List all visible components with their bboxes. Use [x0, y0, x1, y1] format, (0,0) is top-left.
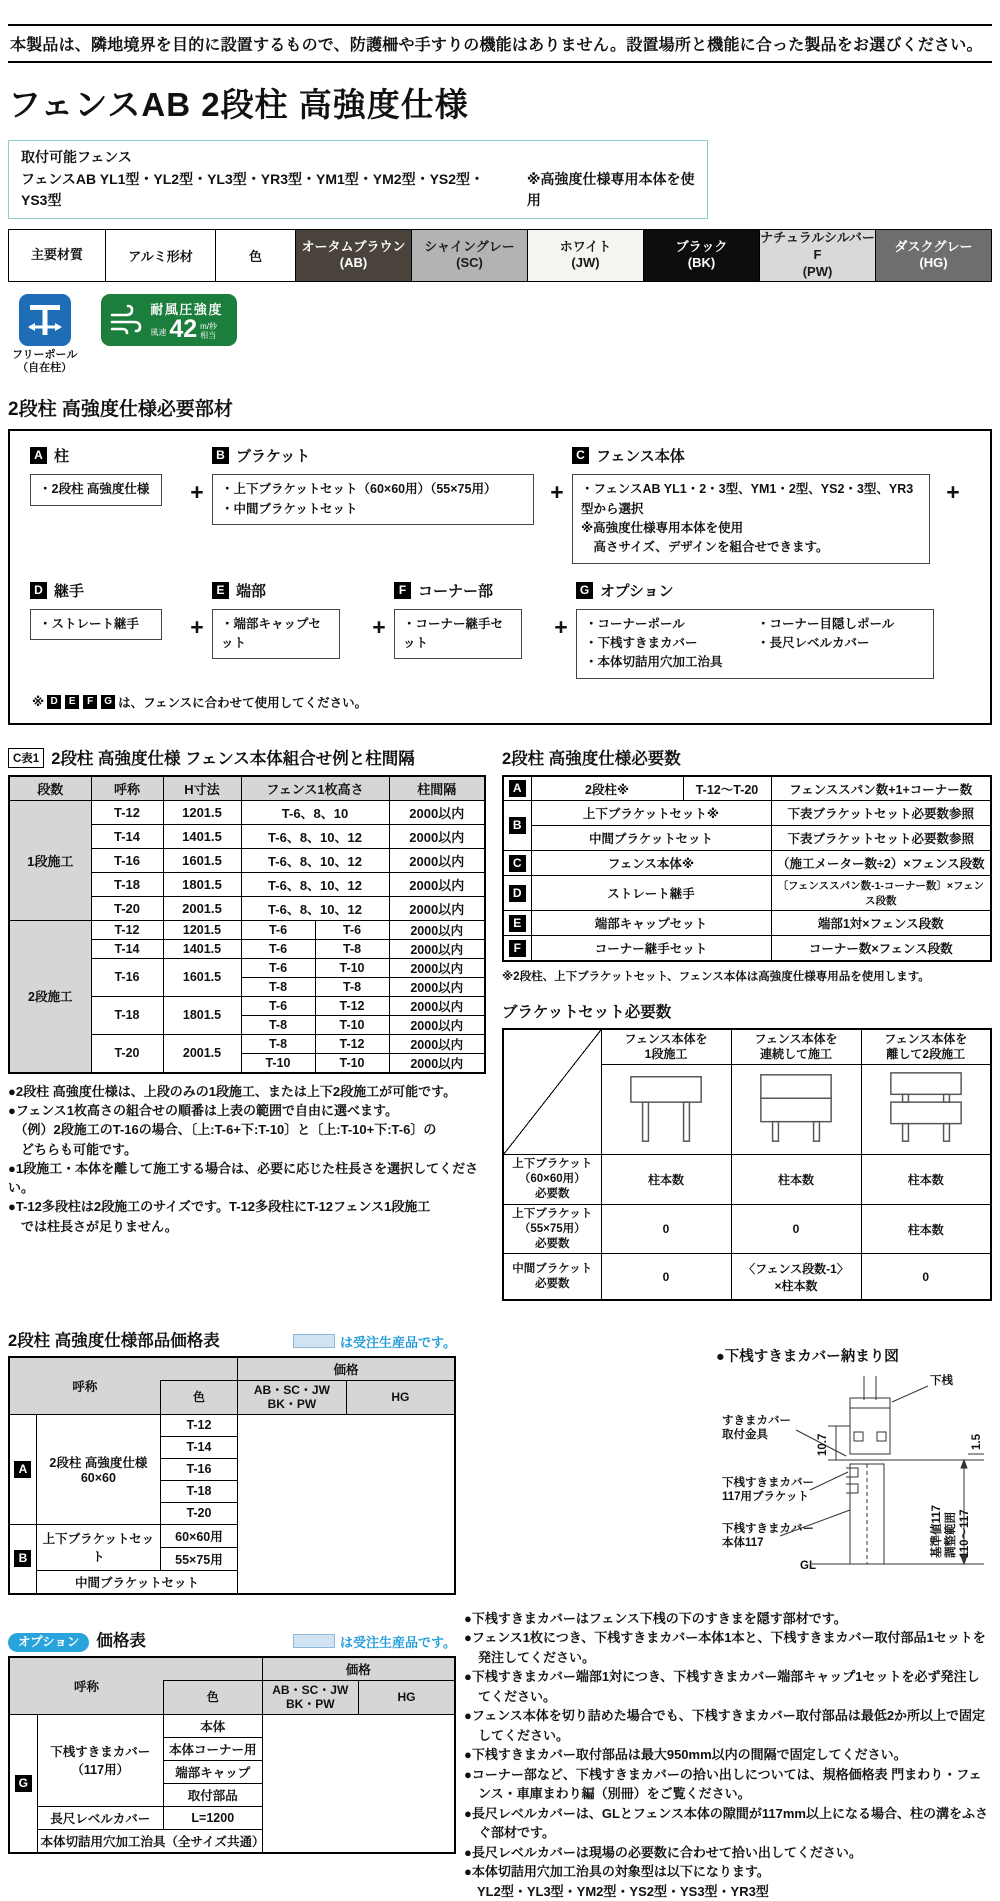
feature-icons [12, 294, 992, 377]
table-row: T-18 [9, 1480, 455, 1502]
part-f-badge: F [394, 582, 411, 599]
table-row: T-20 [9, 1502, 455, 1524]
part-a-badge: A [30, 447, 47, 464]
table-row: 上下ブラケット （55×75用） 必要数 0 0 柱本数 [503, 1204, 991, 1254]
compatible-fences-box [8, 140, 708, 219]
svg-text:基準値117: 基準値117 [931, 1504, 943, 1558]
table-row: A 2段柱※ T-12～T-20 フェンススパン数+1+コーナー数 [503, 776, 991, 801]
combo-table: 段数 呼称 H寸法 フェンス1枚高さ 柱間隔 1段施工 T-12 1201.5 T-6、8、10 2000以内 T-14 1401.5 T-6、8、10、12 2000以内 T-16 1601.5 T-6、8、10、12 2000以内 T-18 1801.5 T-6、8、10、12 2000以内 T-20 2001.5 T-6、8、10、12 2000以内 2段施工 T-12 1201.5 T-6 T-6 2000以内 T-14 1401.5 T-6 T-8 2000以内 T-16 1601.5 T-6 T-10 2000以内 T-8 T-8 2000以内 T-18 1801.5 T-6 T-12 2000以内 T-8 T-10 2000以内 T-20 2001.5 T-8 T-12 2000以内 T-10 T-10 2000以内 [8, 775, 486, 1074]
legend-swatch [293, 1634, 335, 1648]
part-b-badge: B [212, 447, 229, 464]
table-row: T-10 T-10 2000以内 [9, 1053, 485, 1073]
qty-table-note: ※2段柱、上下ブラケットセット、フェンス本体は高強度仕様専用品を使用します。 [502, 970, 930, 983]
svg-text:10.7: 10.7 [817, 1433, 829, 1456]
part-g-options: G オプション ・コーナーポール ・下桟すきまカバー ・本体切詰用穴加工治具 ・コーナー目隠しポール ・長尺レベルカバー [576, 580, 942, 679]
table-tag: C表1 [8, 748, 44, 768]
table-row: T-14 1401.5 T-6、8、10、12 2000以内 [9, 824, 485, 848]
table-row: 中間ブラケットセット [9, 1570, 455, 1594]
color-header: 色 [216, 230, 296, 282]
table-row: B 上下ブラケットセット 60×60用 [9, 1524, 455, 1547]
svg-text:110～117: 110～117 [959, 1509, 971, 1558]
table-row: T-16 [9, 1458, 455, 1480]
price-table-heading: 2段柱 高強度仕様部品価格表 [8, 1331, 220, 1350]
color-swatch-sc: シャイングレー (SC) [412, 230, 528, 282]
table-row: T-18 1801.5 T-6、8、10、12 2000以内 [9, 872, 485, 896]
plus-sign: + [190, 479, 204, 506]
table-row: 本体コーナー用 [9, 1737, 455, 1760]
table-row: 中間ブラケット 必要数 0 〈フェンス段数-1〉 ×柱本数 0 [503, 1254, 991, 1300]
fence-separated-diagram [861, 1064, 991, 1154]
bracket-table-heading: ブラケットセット必要数 [502, 1003, 672, 1021]
svg-text:取付金具: 取付金具 [722, 1428, 768, 1441]
part-e-end: E 端部 ・端部キャップセット [212, 580, 364, 660]
part-g-badge: G [576, 582, 593, 599]
catalog-page [0, 24, 1000, 1901]
part-d-badge: D [30, 582, 47, 599]
freepole-feature: フリーポール （自在柱） [12, 294, 77, 377]
made-to-order-legend: は受注生産品です。 [293, 1632, 456, 1651]
table-row: T-18 1801.5 T-6 T-12 2000以内 [9, 996, 485, 1015]
table-row: 端部キャップ [9, 1760, 455, 1783]
table-row: E 端部キャップセット 端部1対×フェンス段数 [503, 911, 991, 936]
compatible-label: 取付可能フェンス [21, 149, 132, 165]
option-price-table: 呼称 価格 色 AB・SC・JW BK・PW HG G 下桟すきまカバー （117用） 本体 本体コーナー用 端部キャップ 取付部品 長尺レベルカバー L=1200 本体切詰用穴加工治具（全サイズ共通） [8, 1656, 456, 1854]
table-row: F コーナー継手セット コーナー数×フェンス段数 [503, 936, 991, 961]
fence-continuous-diagram [731, 1064, 861, 1154]
table-row: G 下桟すきまカバー （117用） 本体 [9, 1714, 455, 1737]
color-swatch-hg: ダスクグレー (HG) [876, 230, 992, 282]
materials-color-table [8, 229, 992, 282]
part-b-bracket: B ブラケット ・上下ブラケットセット（60×60用）（55×75用） ・中間ブラケットセット [212, 445, 542, 525]
compatible-models: フェンスAB YL1型・YL2型・YL3型・YR3型・YM1型・YM2型・YS2型・YS3型 [21, 170, 485, 209]
fence-single-tier-diagram [601, 1064, 731, 1154]
svg-text:1.5: 1.5 [971, 1433, 983, 1450]
plus-sign: + [946, 479, 960, 506]
table-row: 取付部品 [9, 1783, 455, 1806]
qty-table [502, 775, 992, 962]
svg-text:すきまカバー: すきまカバー [722, 1414, 791, 1427]
part-c-fence-body: C フェンス本体 ・フェンスAB YL1・2・3型、YM1・2型、YS2・3型、YR3型から選択 ※高強度仕様専用本体を使用 高さサイズ、デザインを組合せできます。 [572, 445, 938, 564]
part-e-badge: E [212, 582, 229, 599]
table-row: A 2段柱 高強度仕様 60×60 T-12 [9, 1414, 455, 1436]
price-values-blank [238, 1414, 455, 1594]
table-row: T-16 1601.5 T-6、8、10、12 2000以内 [9, 848, 485, 872]
materials-value: アルミ形材 [106, 230, 216, 282]
bracket-table: フェンス本体を 1段施工 フェンス本体を 連続して施工 フェンス本体を 離して2段施工 上下ブラケット （60×60用） 必要数 柱本数 柱本数 柱本数 上下ブラケット （55×75用） 必要数 0 0 柱本数 中間ブラケット 必要数 0 〈フェンス段数-1〉 ×柱本数 0 [502, 1028, 992, 1301]
parts-price-table: 呼称 価格 色 AB・SC・JW BK・PW HG A 2段柱 高強度仕様 60×60 T-12 T-14 T-16 T-18 T-20 B 上下ブラケットセット 60×60用 55×75用 中間ブラケットセット [8, 1356, 456, 1595]
svg-text:調整範囲: 調整範囲 [945, 1511, 957, 1558]
plus-sign: + [550, 479, 564, 506]
color-swatch-pw: ナチュラルシルバーF (PW) [760, 230, 876, 282]
table-row: C フェンス本体※ （施工メーター数÷2）×フェンス段数 [503, 851, 991, 876]
table-row: D ストレート継手 〔フェンススパン数-1-コーナー数〕×フェンス段数 [503, 876, 991, 911]
diagram-title: ●下桟すきまカバー納まり図 [716, 1348, 899, 1365]
table-row: T-20 2001.5 T-6、8、10、12 2000以内 [9, 896, 485, 920]
table-row: 上下ブラケット （60×60用） 必要数 柱本数 柱本数 柱本数 [503, 1154, 991, 1204]
part-c-badge: C [572, 447, 589, 464]
diagonal-cell [503, 1029, 601, 1155]
table-row: 長尺レベルカバー L=1200 [9, 1806, 455, 1829]
parts-section-heading: 2段柱 高強度仕様必要部材 [8, 399, 233, 421]
part-f-corner: F コーナー部 ・コーナー継手セット [394, 580, 546, 660]
parts-usage-note: ※ D E F G は、フェンスに合わせて使用してください。 [32, 695, 368, 710]
color-swatch-bk: ブラック (BK) [644, 230, 760, 282]
option-pill: オプション [8, 1633, 89, 1652]
part-a-pillar: A 柱 ・2段柱 高強度仕様 [30, 445, 182, 505]
table-row: 1段施工 T-12 1201.5 T-6、8、10 2000以内 [9, 800, 485, 824]
table-row: T-8 T-8 2000以内 [9, 977, 485, 996]
table-row: 2段施工 T-12 1201.5 T-6 T-6 2000以内 [9, 920, 485, 939]
table-row: T-8 T-10 2000以内 [9, 1015, 485, 1034]
materials-header: 主要材質 [9, 230, 106, 282]
table-row: T-16 1601.5 T-6 T-10 2000以内 [9, 958, 485, 977]
svg-text:下桟: 下桟 [930, 1374, 953, 1387]
table-row: B 上下ブラケットセット※ 下表ブラケットセット必要数参照 [503, 801, 991, 826]
svg-text:下桟すきまカバー: 下桟すきまカバー [722, 1522, 814, 1535]
color-swatch-jw: ホワイト (JW) [528, 230, 644, 282]
table-row: 中間ブラケットセット 下表ブラケットセット必要数参照 [503, 826, 991, 851]
bottom-notes: ●下桟すきまカバーはフェンス下桟の下のすきまを隠す部材です。 ●フェンス1枚につき、下桟すきまカバー本体1本と、下桟すきまカバー取付部品1セットを発注してください。 ●下桟すきまカバー端部1対につき、下桟すきまカバー端部キャップ1セットを必ず発注してください。 ●フェンス本体を切り詰めた場合でも、下桟すきまカバー取付部品は最低2か所以上で固定してください。 ●下桟すきまカバー取付部品は最大950mm以内の間隔で固定してください。 ●コーナー部など、下桟すきまカバーの拾い出しについては、規格価格表 門まわり・フェンス・車庫まわり編（別冊）をご覧ください。 ●長尺レベルカバーは、GLとフェンス本体の隙間が117mm以上になる場合、柱の溝をふさぐ部材です。 ●長尺レベルカバーは現場の必要数に合わせて拾い出してください。 ●本体切詰用穴加工治具の対象型は以下になります。 YL2型・YL3型・YM2型・YS2型・YS3型・YR3型 [464, 1610, 988, 1899]
table-row: T-14 1401.5 T-6 T-8 2000以内 [9, 939, 485, 958]
option-price-heading: オプション 価格表 [8, 1627, 146, 1651]
plus-sign: + [554, 613, 568, 640]
top-notice: 本製品は、隣地境界を目的に設置するもので、防護柵や手すりの機能はありません。設置場所と機能に合った製品をお選びください。 [8, 24, 992, 63]
parts-diagram-box [8, 429, 992, 725]
part-d-joint: D 継手 ・ストレート継手 [30, 580, 182, 640]
wind-resistance-badge: 耐風圧強度 風速 42 m/秒 相当 [101, 294, 237, 346]
combo-table-heading: C表1 2段柱 高強度仕様 フェンス本体組合せ例と柱間隔 [8, 745, 486, 769]
plus-sign: + [190, 613, 204, 640]
wind-icon [109, 303, 143, 337]
qty-table-heading: 2段柱 高強度仕様必要数 [502, 749, 681, 768]
page-title: フェンスAB 2段柱 高強度仕様 [8, 86, 469, 123]
table-row: T-20 2001.5 T-8 T-12 2000以内 [9, 1034, 485, 1053]
svg-text:117用ブラケット: 117用ブラケット [722, 1490, 809, 1503]
combo-table-notes: ●2段柱 高強度仕様は、上段のみの1段施工、または上下2段施工が可能です。 ●フェンス1枚高さの組合せの順番は上表の範囲で自由に選べます。 （例）2段施工のT-16の場合、〔上:T-6+下:T-10〕と〔上:T-10+下:T-6〕の どちらも可能です。 ●1段施工・本体を離して施工する場合は、必要に応じた柱長さを選択してください。 ●T-12多段柱は2段施工のサイズです。T-12多段柱にT-12フェンス1段施工 では柱長さが足りません。 [8, 1083, 479, 1234]
compatible-note: ※高強度仕様専用本体を使用 [526, 170, 695, 209]
plus-sign: + [372, 613, 386, 640]
table-row: T-14 [9, 1436, 455, 1458]
svg-text:GL: GL [800, 1559, 816, 1572]
color-swatch-ab: オータムブラウン (AB) [296, 230, 412, 282]
gap-cover-diagram [716, 1345, 992, 1591]
table-row: 本体切詰用穴加工治具（全サイズ共通） [9, 1829, 455, 1853]
price-values-blank [262, 1714, 455, 1853]
made-to-order-legend: は受注生産品です。 [293, 1332, 456, 1351]
legend-swatch [293, 1334, 335, 1348]
gap-cover-drawing [716, 1368, 992, 1586]
table-row: 55×75用 [9, 1547, 455, 1570]
svg-text:下桟すきまカバー: 下桟すきまカバー [722, 1476, 814, 1489]
svg-text:本体117: 本体117 [722, 1536, 764, 1549]
freepole-icon [19, 294, 71, 346]
